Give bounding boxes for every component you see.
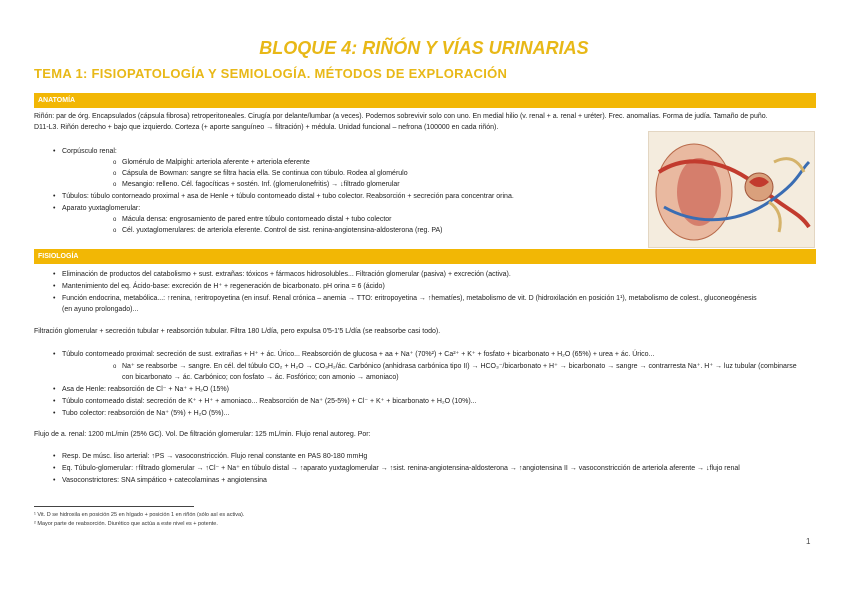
list-item: o Cápsula de Bowman: sangre se filtra hacia ella. Se continua con túbulo. Rodea al glomérulo	[122, 169, 408, 180]
document-subtitle: TEMA 1: FISIOPATOLOGÍA Y SEMIOLOGÍA. MÉTODOS DE EXPLORACIÓN	[34, 66, 508, 81]
footnote-divider	[34, 506, 194, 507]
anatomia-intro-line-2: D11-L3. Riñón derecho + bajo que izquierdo. Corteza (+ aporte sanguíneo → filtración) + médula. Unidad funcional – nefrona (100000 en cada riñón).	[34, 124, 499, 131]
filtration-line: Filtración glomerular + secreción tubular + reabsorción tubular. Filtra 180 L/día, pero expulsa 0'5-1'5 L/día (se reabsorbe casi todo).	[34, 328, 441, 335]
list-item: • Corpúsculo renal:	[62, 147, 117, 158]
section-header-anatomia: ANATOMÍA	[34, 93, 816, 108]
list-item: • Túbulo contorneado distal: secreción de K⁺ + H⁺ + amoniaco... Reabsorción de Na⁺ (25-5%) + Cl⁻ + K⁺ + bicarbonato + H₂O (10%)...	[62, 397, 477, 408]
list-item: o Na⁺ se reabsorbe → sangre. En cél. del túbulo CO₂ + H₂O → CO₃H₂/ác. Carbónico (anhidrasa carbónica tipo II) → HCO₃⁻/bicarbonato + H⁺ → bicarbonato → sangre → contrarresta Na⁺. H⁺ → luz tubular (combinarse	[122, 362, 812, 373]
footnote: ¹ Vit. D se hidroxila en posición 25 en hígado + posición 1 en riñón (sólo así es activa).	[34, 512, 245, 518]
list-item: o Mácula densa: engrosamiento de pared entre túbulo contorneado distal + tubo colector	[122, 215, 391, 226]
page-number: 1	[806, 537, 811, 546]
list-item: • Asa de Henle: reabsorción de Cl⁻ + Na⁺ + H₂O (15%)	[62, 385, 229, 396]
list-item-continuation: (en ayuno prolongado)...	[62, 306, 139, 313]
list-item: o Mesangio: relleno. Cél. fagocíticas + sostén. Inf. (glomerulonefritis) → ↓filtrado glomerular	[122, 180, 400, 191]
list-item: • Mantenimiento del eq. Ácido-base: excreción de H⁺ + regeneración de bicarbonato. pH orina = 6 (ácido)	[62, 282, 385, 293]
section-header-fisiologia: FISIOLOGÍA	[34, 249, 816, 264]
list-item: • Túbulos: túbulo contorneado proximal + asa de Henle + túbulo contorneado distal + tubo colector. Reabsorción + secreción para concentrar orina.	[62, 192, 514, 203]
list-item: • Aparato yuxtaglomerular:	[62, 204, 140, 215]
list-item: • Túbulo contorneado proximal: secreción de sust. extrañas + H⁺ + ác. Úrico... Reabsorción de glucosa + aa + Na⁺ (70%²) + Ca²⁺ + K⁺ + fosfato + bicarbonato + H₂O (65%) + urea + ác. Úrico...	[62, 350, 654, 361]
kidney-nephron-illustration	[648, 131, 815, 248]
list-item: o Cél. yuxtaglomerulares: de arteriola eferente. Control de sist. renina-angiotensina-aldosterona (reg. PA)	[122, 226, 442, 237]
flujo-line: Flujo de a. renal: 1200 mL/min (25% GC). Vol. De filtración glomerular: 125 mL/min. Flujo renal autoreg. Por:	[34, 431, 371, 438]
list-item-continuation: con bicarbonato → ác. Carbónico; con fosfato → ác. Fosfórico; con amonio → amoniaco)	[122, 374, 399, 381]
list-item: • Función endocrina, metabólica...: ↑renina, ↑eritropoyetina (en insuf. Renal crónica – anemia → TTO: eritropoyetina → ↑hematíes), metabolismo de vit. D (hidroxilación en posición 1¹), metabolismo de colest., gluconeogénesis	[62, 294, 812, 305]
document-title: BLOQUE 4: RIÑÓN Y VÍAS URINARIAS	[259, 38, 589, 58]
list-item: • Eq. Túbulo-glomerular: ↑filtrado glomerular → ↑Cl⁻ + Na⁺ en túbulo distal → ↑aparato yuxtaglomerular → ↑sist. renina-angiotensina-aldosterona → ↑angiotensina II → vasoconstricción de arteriola aferente → ↓flujo renal	[62, 464, 812, 475]
anatomia-intro-line-1: Riñón: par de órg. Encapsulados (cápsula fibrosa) retroperitoneales. Cirugía por delante/lumbar (a veces). Podemos sobrevivir solo con uno. En medial hilio (v. renal + a. renal + uréter). Frec. anomalías. Forma de judía. Tamaño de puño.	[34, 113, 768, 120]
list-item: • Tubo colector: reabsorción de Na⁺ (5%) + H₂O (5%)...	[62, 409, 229, 420]
list-item: • Vasoconstrictores: SNA simpático + catecolaminas + angiotensina	[62, 476, 267, 487]
footnote: ² Mayor parte de reabsorción. Diurético que actúa a este nivel es + potente.	[34, 521, 218, 527]
list-item: • Resp. De músc. liso arterial: ↑PS → vasoconstricción. Flujo renal constante en PAS 80-180 mmHg	[62, 452, 367, 463]
list-item: • Eliminación de productos del catabolismo + sust. extrañas: tóxicos + fármacos hidrosolubles... Filtración glomerular (pasiva) + excreción (activa).	[62, 270, 511, 281]
list-item: o Glomérulo de Malpighi: arteriola aferente + arteriola eferente	[122, 158, 310, 169]
